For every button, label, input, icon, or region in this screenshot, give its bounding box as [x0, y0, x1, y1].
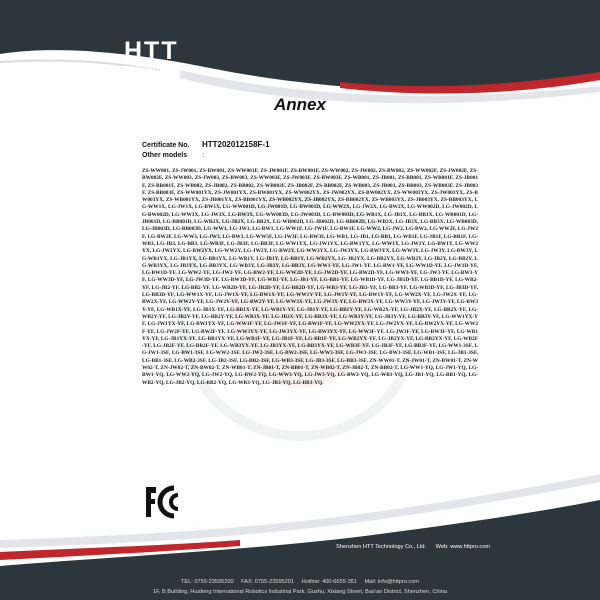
other-models-row	[142, 152, 204, 159]
footer-company-line	[336, 544, 490, 550]
htt-technology-logo	[124, 38, 204, 78]
footer-web-label: Web:	[435, 544, 449, 550]
document-title: Annex	[274, 95, 326, 114]
footer-fax: FAX: 0755-23595201	[241, 579, 294, 585]
footer-tel: TEL: 0755-23595200	[181, 579, 234, 585]
model-list-text: ZS-WW001, ZS-JW001, ZS-BW001, ZS-WW001F, ZS-JW001F, ZS-BW001F, ZS-WW002, ZS-JW002, ZS-BW002, ZS-WW002F, ZS-JW002F, ZS-BW002F, ZS-WW003, ZS-JW003, ZS-BW003, ZS-WW003F, ZS-JW003F, ZS-BW003F, ZS-WB001, ZS-JB001, ZS-BB001, ZS-WB001F, ZS-JB001F, ZS-BB001F, ZS-WB002, ZS-JB002, ZS-BB002, ZS-WB002F, ZS-JB002F, ZS-BB002F, ZS-WB003, ZS-JB003, ZS-BB003, ZS-WB003F, ZS-JB003F, ZS-BB003F, ZS-WW001YX, ZS-JW001YX, ZS-BW001YX, ZS-WW002YX, ZS-JW002YX, ZS-BW002YX, ZS-WW003YX, ZS-JW003YX, ZS-BW003YX, ZS-WB001YX, ZS-JB001YX, ZS-BB001YX, ZS-WB002YX, ZS-JB002YX, ZS-BB002YX, ZS-WB003YX, ZS-JB003YX, ZS-BB003YX, LG-WW1X, LG-JW1X, LG-BW1X, LG-WW001D, LG-JW001D, LG-BW001D, LG-WW2X, LG-JW2X, LG-BW2X, LG-WW002D, LG-JW002D, LG-BW002D, LG-WW3X, LG-JW3X, LG-BW3X, LG-WW003D, LG-JW003D, LG-BW003D, LG-WB1X, LG-JB1X, LG-BB1X, LG-WB001D, LG-JB001D, LG-BB001D, LG-WB2X, LG-JB2X, LG-BB2X, LG-WB002D, LG-JB002D, LG-BB002D, LG-WB3X, LG-JB3X, LG-BB3X, LG-WB003D, LG-JB003D, LG-BB003D, LG-WW1, LG-JW1, LG-BW1, LG-WW1F, LG-JW1F, LG-BW1F, LG-WW2, LG-JW2, LG-BW2, LG-WW2F, LG-JW2F, LG-BW2F, LG-WW3, LG-JW3, LG-BW3, LG-WW3F, LG-JW3F, LG-BW3F, LG-WB1, LG-JB1, LG-BB1, LG-WB1F, LG-JB1F, LG-BB1F, LG-WB3, LG-JB3, LG-BB3, LG-WB3F, LG-JB3F, LG-BB3F, LG-WW1YX, LG-JW1YX, LG-BW1YX, LG-WW1Y, LG-JW1Y, LG-BW1Y, LG-WW2YX, LG-JW2YX, LG-BW2YX, LG-WW2Y, LG-JW2Y, LG-BW2Y, LG-WW3YX, LG-JW3YX, LG-BW3YX, LG-WW3Y, LG-JW3Y, LG-BW3Y, LG-WB1YX, LG-JB1YX, LG-BB1YX, LG-WB1Y, LG-JB1Y, LG-BB1Y, LG-WB2YX, LG-JB2YX, LG-BB2YX, LG-WB2Y, LG-JB2Y, LG-BB2Y, LG-WB3YX, LG-JB3YX, LG-BB3YX, LG-WB3Y, LG-JB3Y, LG-BB3Y, LG-WW1-YF, LG-JW1-YF, LG-BW1-YF, LG-WW1D-YF, LG-JW1D-YF, LG-BW1D-YF, LG-WW2-YF, LG-JW2-YF, LG-BW2-YF, LG-WW2D-YF, LG-JW2D-YF, LG-BW2D-YF, LG-WW3-YF, LG-JW3-YF, LG-BW3-YF, LG-WW3D-YF, LG-JW3D-YF, LG-BW3D-YF, LG-WB1-YF, LG-JB1-YF, LG-BB1-YF, LG-WB1D-YF, LG-JB1D-YF, LG-BB1D-YF, LG-WB2-YF, LG-JB2-YF, LG-BB2-YF, LG-WB2D-YF, LG-JB2D-YF, LG-BB2D-YF, LG-WB3-YF, LG-JB3-YF, LG-BB3-YF, LG-WB3D-YF, LG-JB3D-YF, LG-BB3D-YF, LG-WW1X-YF, LG-JW1X-YF, LG-BW1X-YF, LG-WW1Y-YF, LG-JW1Y-YF, LG-BW1Y-YF, LG-WW2X-YF, LG-JW2X-YF, LG-BW2X-YF, LG-WW2Y-YF, LG-JW2Y-YF, LG-BW2Y-YF, LG-WW3X-YF, LG-JW3X-YF, LG-BW3X-YF, LG-WW3Y-YF, LG-JW3Y-YF, LG-BW3Y-YF, LG-WB1X-YF, LG-JB1X-YF, LG-BB1X-YF, LG-WB1Y-YF, LG-JB1Y-YF, LG-BB1Y-YF, LG-WB2X-YF, LG-JB2X-YF, LG-BB2X-YF, LG-WB2Y-YF, LG-JB2Y-YF, LG-BB2Y-YF, LG-WB3X-YF, LG-JB3X-YF, LG-BB3X-YF, LG-WB3Y-YF, LG-JB3Y-YF, LG-BB3Y-YF, LG-WW1YX-YF, LG-JW1YX-YF, LG-BW1YX-YF, LG-WW1F-YF, LG-JW1F-YF, LG-BW1F-YF, LG-WW2YX-YF, LG-JW2YX-YF, LG-BW2YX-YF, LG-WW2F-YF, LG-JW2F-YF, LG-BW2F-YF, LG-WW3YX-YF, LG-JW3YX-YF, LG-BW3YX-YF, LG-WW3F-YF, LG-JW3F-YF, LG-BW3F-YF, LG-WB1YX-YF, LG-JB1YX-YF, LG-BB1YX-YF, LG-WB1F-YF, LG-JB1F-YF, LG-BB1F-YF, LG-WB2YX-YF, LG-JB2YX-YF, LG-BB2YX-YF, LG-WB2F-YF, LG-JB2F-YF, LG-BB2F-YF, LG-WB3YX-YF, LG-JB3YX-YF, LG-BB3YX-YF, LG-WB3F-YF, LG-JB3F-YF, LG-BB3F-YF, LG-WW1-3SF, LG-JW1-3SF, LG-BW1-3SF, LG-WW2-3SF, LG-JW2-3SF, LG-BW2-3SF, LG-WW3-3SF, LG-JW3-3SF, LG-BW3-3SF, LG-WB1-3SF, LG-JB1-3SF, LG-BB1-3SF, LG-WB2-3SF, LG-JB2-3SF, LG-BB2-3SF, LG-WB3-3SF, LG-JB3-3SF, LG-BB3-3SF, ZN-WW01-T, ZN-JW01-T, ZN-BW01-T, ZN-WW02-T, ZN-JW02-T, ZN-BW02-T, ZN-WB01-T, ZN-JB01-T, ZN-BB01-T, ZN-WB02-T, ZN-JB02-T, ZN-BB02-T, LG-WW1-YQ, LG-JW1-YQ, LG-BW1-YQ, LG-WW2-YQ, LG-JW2-YQ, LG-BW2-YQ, LG-WW3-YQ, LG-JW3-YQ, LG-BW3-YQ, LG-WB1-YQ, LG-JB1-YQ, LG-BB1-YQ, LG-WB2-YQ, LG-JB2-YQ, LG-BB2-YQ, LG-WB3-YQ, LG-JB3-YQ, LG-BB3-YQ.	[142, 168, 478, 386]
footer-contact-line	[0, 579, 600, 585]
footer-company-name: Shenzhen HTT Technology Co., Ltd.	[336, 544, 427, 550]
logo-subtitle-text: TECHNOLOGY	[124, 64, 183, 73]
certificate-number-value: HTT202012158F-1	[201, 140, 270, 149]
other-models-label: Other models	[142, 152, 188, 159]
certificate-number-label: Certificate No.	[142, 142, 190, 149]
footer-address: 1F, B Building, Huafeng International Robotics Industrial Park, Gushu, Xixiang Street, Bao'an District, Shenzhen, China	[153, 589, 447, 595]
other-models-separator: :	[201, 152, 204, 159]
footer-web-link[interactable]: www.httpro.com	[450, 544, 490, 550]
certificate-number-row	[142, 140, 270, 149]
fcc-logo-icon	[144, 485, 184, 519]
footer-mail[interactable]: Mail: info@httpro.com	[364, 579, 419, 585]
footer-hotline: Hotline: 400-6655-351	[301, 579, 357, 585]
logo-brand-text: HTT	[124, 37, 179, 65]
